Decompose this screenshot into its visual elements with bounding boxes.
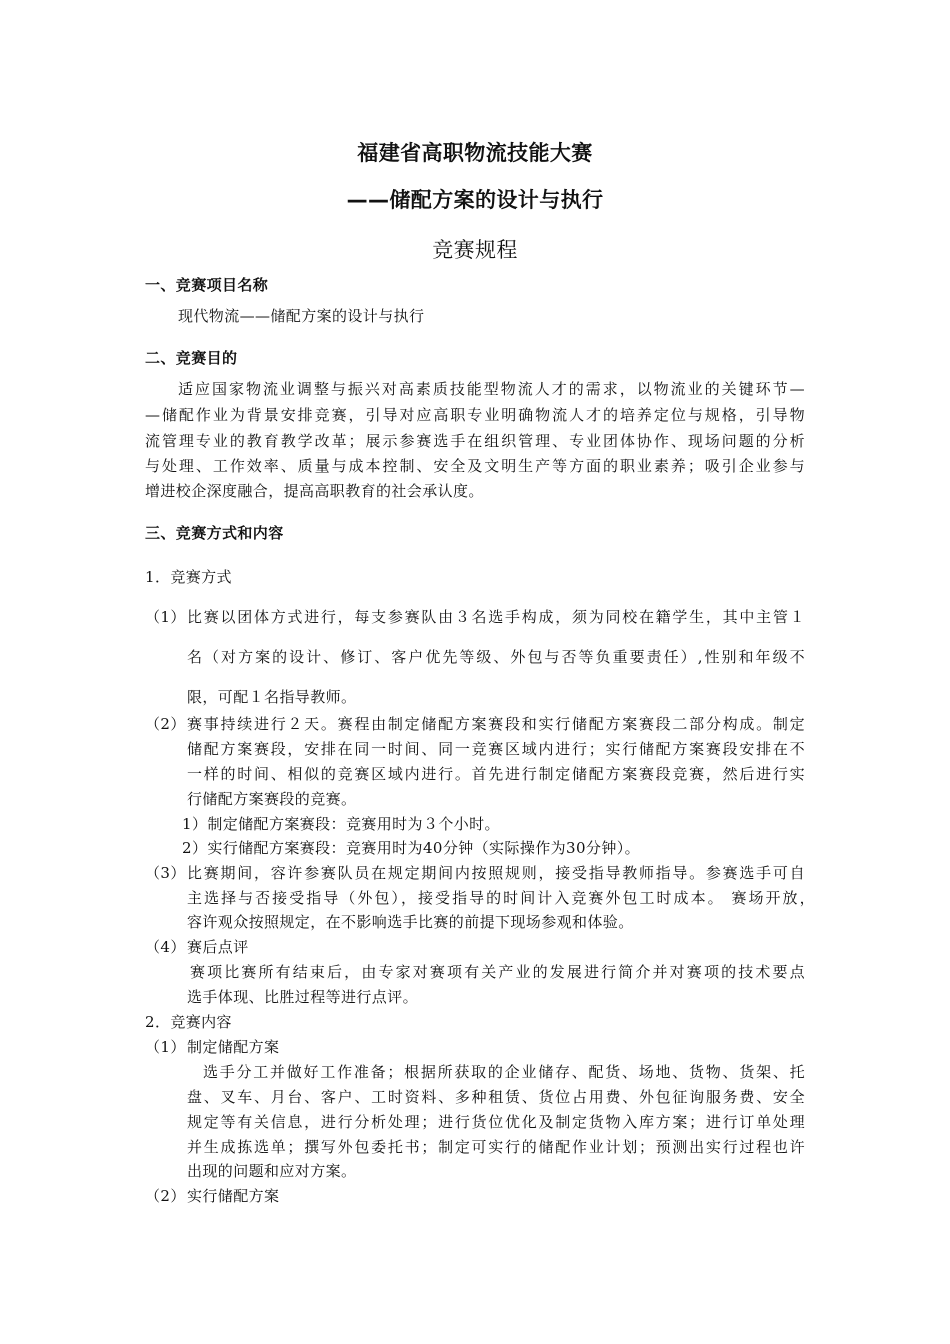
section-2-line: 与处理、工作效率、质量与成本控制、安全及文明生产等方面的职业素养；吸引企业参与 [145, 457, 805, 475]
section-1-text: 现代物流——储配方案的设计与执行 [178, 307, 425, 325]
content-1-line: 规定等有关信息，进行分析处理；进行货位优化及制定货物入库方案；进行订单处理 [187, 1113, 805, 1131]
item-1-line: 名（对方案的设计、修订、客户优先等级、外包与否等负重要责任）,性别和年级不 [187, 648, 805, 666]
content-1-line: 选手分工并做好工作准备；根据所获取的企业储存、配货、场地、货物、货架、托 [203, 1063, 805, 1081]
section-2-line: 适应国家物流业调整与振兴对高素质技能型物流人才的需求，以物流业的关键环节— [178, 380, 805, 398]
item-2-line: 行储配方案赛段的竞赛。 [187, 790, 357, 808]
item-3-line: 容许观众按照规定，在不影响选手比赛的前提下现场参观和体验。 [187, 913, 634, 931]
document-subtitle: ——储配方案的设计与执行 [346, 188, 604, 212]
competition-content-heading: 2．竞赛内容 [145, 1013, 232, 1031]
competition-method-heading: 1．竞赛方式 [145, 568, 232, 586]
item-4-line: 赛项比赛所有结束后，由专家对赛项有关产业的发展进行简介并对赛项的技术要点 [190, 963, 805, 981]
item-2-line: 一样的时间、相似的竞赛区域内进行。首先进行制定储配方案赛段竞赛，然后进行实 [187, 765, 805, 783]
content-2-title: 实行储配方案 [187, 1187, 280, 1205]
item-2-line: 赛事持续进行２天。赛程由制定储配方案赛段和实行储配方案赛段二部分构成。制定 [187, 715, 805, 733]
item-2-label: （2） [145, 715, 186, 733]
item-3-line: 比赛期间，容许参赛队员在规定期间内按照规则，接受指导教师指导。参赛选手可自 [187, 864, 805, 882]
item-4-title: 赛后点评 [187, 938, 249, 956]
item-3-label: （3） [145, 864, 186, 882]
content-1-label: （1） [145, 1038, 186, 1056]
item-2-sub-1: 1）制定储配方案赛段：竞赛用时为３个小时。 [182, 815, 500, 833]
item-1-label: （1） [145, 608, 186, 626]
content-1-line: 出现的问题和应对方案。 [187, 1162, 357, 1180]
document-title: 福建省高职物流技能大赛 [357, 141, 593, 165]
section-3-heading: 三、竞赛方式和内容 [145, 524, 284, 542]
item-2-sub-2: 2）实行储配方案赛段：竞赛用时为40分钟（实际操作为30分钟）。 [182, 839, 641, 857]
content-1-title: 制定储配方案 [187, 1038, 280, 1056]
section-2-line: —储配作业为背景安排竞赛，引导对应高职专业明确物流人才的培养定位与规格，引导物 [145, 406, 805, 424]
section-2-line: 流管理专业的教育教学改革；展示参赛选手在组织管理、专业团体协作、现场问题的分析 [145, 432, 805, 450]
content-1-line: 并生成拣选单；撰写外包委托书；制定可实行的储配作业计划；预测出实行过程也许 [187, 1138, 805, 1156]
section-1-heading: 一、竞赛项目名称 [145, 276, 269, 294]
item-4-line: 选手体现、比胜过程等进行点评。 [187, 988, 419, 1006]
item-4-label: （4） [145, 938, 186, 956]
section-2-heading: 二、竞赛目的 [145, 349, 238, 367]
item-2-line: 储配方案赛段，安排在同一时间、同一竞赛区域内进行；实行储配方案赛段安排在不 [187, 740, 805, 758]
item-1-line: 比赛以团体方式进行，每支参赛队由３名选手构成，须为同校在籍学生，其中主管１ [187, 608, 805, 626]
document-type-title: 竞赛规程 [432, 238, 518, 262]
item-3-line: 主选择与否接受指导（外包），接受指导的时间计入竞赛外包工时成本。 赛场开放， [187, 889, 815, 907]
content-1-line: 盘、叉车、月台、客户、工时资料、多种租赁、货位占用费、外包征询服务费、安全 [187, 1088, 805, 1106]
content-2-label: （2） [145, 1187, 186, 1205]
item-1-line: 限，可配１名指导教师。 [187, 688, 357, 706]
section-2-line: 增进校企深度融合，提高高职教育的社会承认度。 [145, 482, 484, 500]
